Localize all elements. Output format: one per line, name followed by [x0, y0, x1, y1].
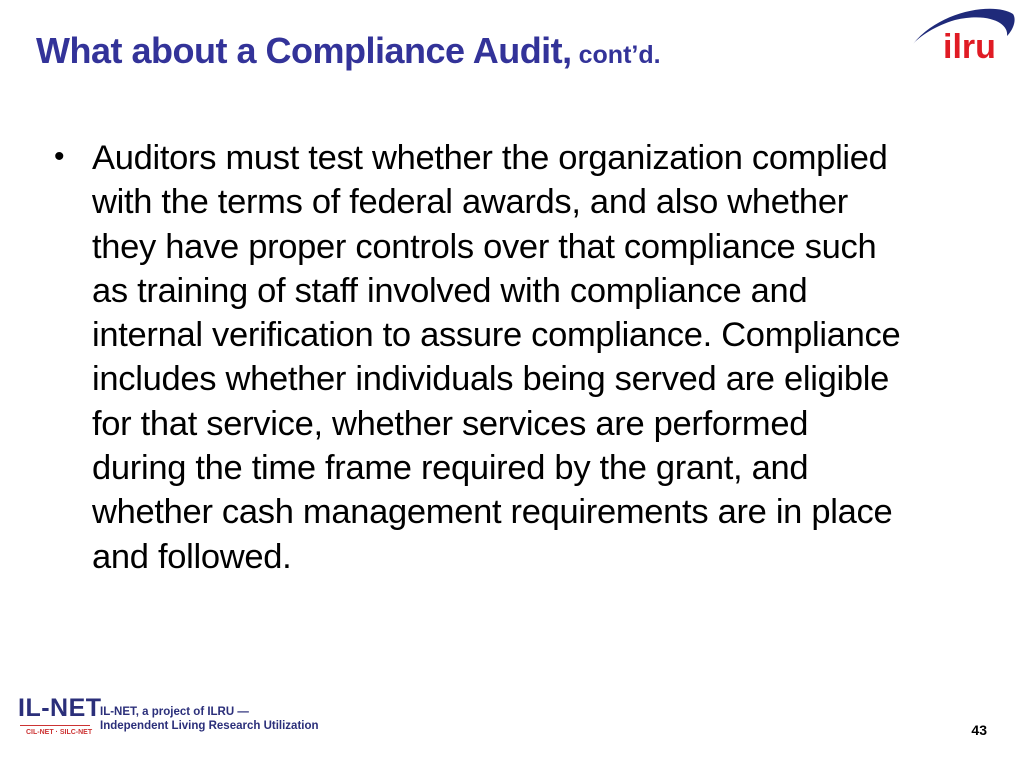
- title-suffix: cont’d.: [571, 41, 661, 69]
- tagline-line-2: Independent Living Research Utilization: [100, 720, 319, 732]
- body-line: internal verification to assure compliance. Compliance: [92, 316, 901, 355]
- ilru-logo-text: ilru: [943, 28, 996, 66]
- ilnet-logo: [18, 694, 102, 736]
- tagline-line-1: IL-NET, a project of ILRU —: [100, 706, 249, 718]
- ilnet-logo-text: IL-NET: [18, 694, 102, 722]
- title-main: What about a Compliance Audit,: [36, 30, 572, 71]
- bullet-text: [92, 136, 900, 579]
- bullet-icon: •: [54, 140, 65, 173]
- body-line: includes whether individuals being served are eligible: [92, 360, 889, 399]
- body-line: for that service, whether services are performed: [92, 404, 809, 443]
- ilnet-divider: [20, 725, 90, 726]
- ilnet-tagline: [100, 705, 319, 733]
- ilru-logo: [905, 2, 1020, 72]
- body-line: whether cash management requirements are in place: [92, 493, 893, 532]
- body-line: during the time frame required by the grant, and: [92, 449, 809, 488]
- page-number: 43: [971, 722, 987, 738]
- slide-title: [36, 30, 661, 72]
- body-line: they have proper controls over that compliance such: [92, 227, 877, 266]
- ilnet-sub-text: CIL-NET · SILC-NET: [26, 729, 93, 736]
- body-line: Auditors must test whether the organization complied: [92, 139, 888, 177]
- body-line: as training of staff involved with compliance and: [92, 271, 808, 310]
- body-line: and followed.: [92, 537, 292, 576]
- body-line: with the terms of federal awards, and also whether: [92, 183, 848, 222]
